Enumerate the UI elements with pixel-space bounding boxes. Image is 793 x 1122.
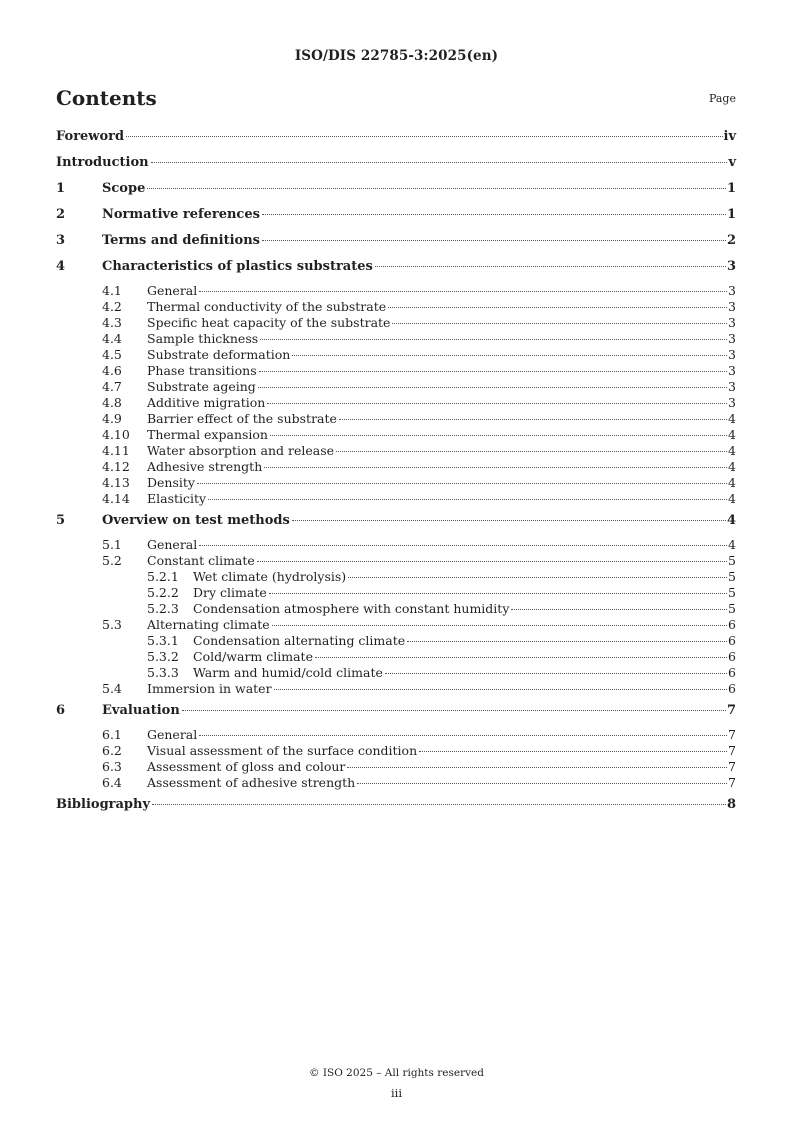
toc-entry[interactable]	[56, 775, 736, 791]
toc-entry-title: Wet climate (hydrolysis)	[193, 569, 347, 584]
toc-entry[interactable]	[56, 569, 736, 585]
toc-entry[interactable]	[56, 727, 736, 743]
toc-entry-page: 8	[726, 797, 736, 812]
toc-entry-title: Bibliography	[56, 797, 151, 812]
toc-entry[interactable]	[56, 207, 736, 231]
document-id: ISO/DIS 22785-3:2025(en)	[294, 48, 499, 64]
dot-leader	[270, 435, 727, 436]
toc-entry-page: 3	[728, 363, 736, 378]
page-title: Contents	[56, 86, 157, 110]
toc-entry-title: General	[147, 727, 198, 742]
toc-entry-title: General	[147, 283, 198, 298]
dot-leader	[257, 561, 727, 562]
toc-entry[interactable]	[56, 513, 736, 537]
dot-leader	[385, 673, 727, 674]
dot-leader	[347, 767, 727, 768]
toc-entry[interactable]	[56, 411, 736, 427]
toc-entry[interactable]	[56, 427, 736, 443]
toc-entry-number: 5.1	[102, 537, 122, 552]
toc-entry-page: 7	[726, 703, 736, 718]
toc-entry-number: 6.3	[102, 759, 122, 774]
toc-entry-number: 5.2	[102, 553, 122, 568]
toc-entry[interactable]	[56, 585, 736, 601]
toc-entry-page: 4	[728, 459, 736, 474]
toc-entry-title: Assessment of gloss and colour	[147, 759, 346, 774]
toc-entry-title: Foreword	[56, 129, 125, 144]
toc-entry-number: 4.14	[102, 491, 130, 506]
toc-entry-number: 5.3.3	[147, 665, 179, 680]
toc-entry-title: Additive migration	[147, 395, 266, 410]
toc-entry-number: 4.3	[102, 315, 122, 330]
toc-entry-page: 6	[728, 617, 736, 632]
dot-leader	[292, 520, 726, 521]
toc-entry[interactable]	[56, 743, 736, 759]
toc-entry-number: 4.13	[102, 475, 130, 490]
toc-entry[interactable]	[56, 703, 736, 727]
dot-leader	[339, 419, 727, 420]
toc-entry-title: Phase transitions	[147, 363, 257, 378]
toc-entry-title: Elasticity	[147, 491, 207, 506]
toc-entry-title: Introduction	[56, 155, 149, 170]
toc-entry-page: 6	[728, 681, 736, 696]
toc-entry-page: 4	[728, 491, 736, 506]
toc-entry-title: Normative references	[102, 207, 260, 222]
dot-leader	[272, 625, 727, 626]
toc-entry-number: 6	[56, 703, 66, 718]
toc-entry[interactable]	[56, 363, 736, 379]
toc-entry[interactable]	[56, 537, 736, 553]
toc-entry-number: 5.3	[102, 617, 122, 632]
dot-leader	[126, 136, 722, 137]
toc-entry[interactable]	[56, 491, 736, 507]
toc-entry[interactable]	[56, 601, 736, 617]
toc-entry[interactable]	[56, 299, 736, 315]
toc-entry-page: iv	[723, 129, 736, 144]
toc-entry-number: 3	[56, 233, 66, 248]
toc-entry-number: 5.3.1	[147, 633, 179, 648]
toc-entry[interactable]	[56, 617, 736, 633]
toc-entry-page: 1	[726, 207, 736, 222]
toc-entry-page: 4	[728, 427, 736, 442]
toc-entry-title: Characteristics of plastics substrates	[102, 259, 373, 274]
toc-entry-page: 4	[726, 513, 736, 528]
toc-entry-title: Thermal conductivity of the substrate	[147, 299, 387, 314]
toc-entry-page: 7	[728, 775, 736, 790]
toc-entry-page: 4	[728, 443, 736, 458]
toc-entry[interactable]	[56, 259, 736, 283]
dot-leader	[182, 710, 726, 711]
toc-entry-number: 5.2.2	[147, 585, 179, 600]
dot-leader	[262, 240, 726, 241]
toc-entry-title: Terms and definitions	[102, 233, 260, 248]
toc-entry-number: 5.2.3	[147, 601, 179, 616]
toc-entry-number: 4.9	[102, 411, 122, 426]
toc-entry-title: Density	[147, 475, 195, 490]
dot-leader	[511, 609, 727, 610]
toc-entry-title: Cold/warm climate	[193, 649, 313, 664]
toc-entry-title: Alternating climate	[147, 617, 270, 632]
toc-entry-page: 6	[728, 665, 736, 680]
dot-leader	[388, 307, 727, 308]
toc-entry-page: 4	[728, 411, 736, 426]
toc-entry[interactable]	[56, 443, 736, 459]
toc-entry[interactable]	[56, 649, 736, 665]
toc-entry[interactable]	[56, 181, 736, 205]
toc-entry[interactable]	[56, 395, 736, 411]
toc-entry[interactable]	[56, 797, 736, 821]
toc-entry[interactable]	[56, 129, 736, 153]
toc-entry-page: v	[728, 155, 736, 170]
toc-entry-title: Overview on test methods	[102, 513, 290, 528]
toc-entry[interactable]	[56, 759, 736, 775]
toc-entry-page: 7	[728, 743, 736, 758]
dot-leader	[348, 577, 727, 578]
toc-entry[interactable]	[56, 315, 736, 331]
dot-leader	[269, 593, 727, 594]
dot-leader	[208, 499, 727, 500]
toc-entry[interactable]	[56, 233, 736, 257]
toc-entry-number: 4.12	[102, 459, 130, 474]
toc-entry-number: 5.2.1	[147, 569, 179, 584]
toc-entry[interactable]	[56, 665, 736, 681]
copyright-notice: © ISO 2025 – All rights reserved	[309, 1067, 484, 1079]
toc-entry-number: 2	[56, 207, 66, 222]
toc-entry[interactable]	[56, 459, 736, 475]
toc-entry-number: 1	[56, 181, 66, 196]
toc-entry-number: 5.3.2	[147, 649, 179, 664]
toc-entry-title: Evaluation	[102, 703, 180, 718]
toc-entry-title: Condensation atmosphere with constant humidity	[193, 601, 510, 616]
toc-entry-title: Visual assessment of the surface condition	[147, 743, 418, 758]
dot-leader	[267, 403, 727, 404]
dot-leader	[199, 291, 727, 292]
dot-leader	[315, 657, 727, 658]
dot-leader	[407, 641, 727, 642]
dot-leader	[392, 323, 727, 324]
toc-entry-title: Sample thickness	[147, 331, 259, 346]
dot-leader	[260, 339, 727, 340]
toc-entry-title: Immersion in water	[147, 681, 272, 696]
toc-entry-title: Scope	[102, 181, 146, 196]
toc-entry-page: 6	[728, 649, 736, 664]
toc-entry-page: 3	[728, 299, 736, 314]
table-of-contents	[56, 129, 736, 821]
dot-leader	[262, 214, 726, 215]
toc-entry-title: Substrate deformation	[147, 347, 291, 362]
toc-entry-number: 4	[56, 259, 66, 274]
dot-leader	[199, 735, 727, 736]
toc-entry-title: Thermal expansion	[147, 427, 268, 442]
dot-leader	[151, 162, 728, 163]
toc-entry-page: 3	[728, 315, 736, 330]
toc-entry[interactable]	[56, 553, 736, 569]
toc-entry[interactable]	[56, 475, 736, 491]
dot-leader	[336, 451, 727, 452]
toc-entry-number: 4.5	[102, 347, 122, 362]
dot-leader	[199, 545, 727, 546]
toc-entry-page: 7	[728, 727, 736, 742]
toc-entry-page: 6	[728, 633, 736, 648]
toc-entry-number: 4.2	[102, 299, 122, 314]
dot-leader	[264, 467, 727, 468]
toc-entry-number: 4.6	[102, 363, 122, 378]
toc-entry-title: Warm and humid/cold climate	[193, 665, 383, 680]
page-number: iii	[390, 1086, 403, 1100]
toc-entry-number: 5	[56, 513, 66, 528]
dot-leader	[274, 689, 727, 690]
toc-entry-title: Specific heat capacity of the substrate	[147, 315, 391, 330]
toc-entry-page: 5	[728, 585, 736, 600]
toc-entry-title: Barrier effect of the substrate	[147, 411, 337, 426]
toc-entry-page: 3	[728, 347, 736, 362]
toc-entry-number: 4.7	[102, 379, 122, 394]
toc-entry-page: 4	[728, 475, 736, 490]
toc-entry-number: 4.10	[102, 427, 130, 442]
toc-entry-page: 4	[728, 537, 736, 552]
toc-entry-title: Condensation alternating climate	[193, 633, 406, 648]
toc-entry-number: 4.4	[102, 331, 122, 346]
toc-entry-page: 3	[728, 395, 736, 410]
toc-entry-page: 5	[728, 601, 736, 616]
page-column-label: Page	[708, 92, 736, 105]
toc-entry[interactable]	[56, 283, 736, 299]
toc-entry-number: 5.4	[102, 681, 122, 696]
toc-entry-page: 2	[726, 233, 736, 248]
dot-leader	[258, 387, 727, 388]
toc-entry[interactable]	[56, 347, 736, 363]
dot-leader	[292, 355, 727, 356]
toc-entry-title: Dry climate	[193, 585, 267, 600]
toc-entry-number: 6.4	[102, 775, 122, 790]
toc-entry-title: Assessment of adhesive strength	[147, 775, 356, 790]
dot-leader	[419, 751, 727, 752]
toc-entry-page: 3	[728, 331, 736, 346]
toc-entry-page: 3	[728, 379, 736, 394]
toc-entry-page: 7	[728, 759, 736, 774]
dot-leader	[357, 783, 727, 784]
toc-entry-number: 4.11	[102, 443, 130, 458]
toc-entry-number: 6.1	[102, 727, 122, 742]
toc-entry-page: 5	[728, 553, 736, 568]
dot-leader	[152, 804, 726, 805]
toc-entry-page: 1	[726, 181, 736, 196]
toc-entry-number: 4.1	[102, 283, 122, 298]
toc-entry[interactable]	[56, 331, 736, 347]
toc-entry-title: General	[147, 537, 198, 552]
toc-entry[interactable]	[56, 379, 736, 395]
toc-entry-page: 3	[726, 259, 736, 274]
toc-entry[interactable]	[56, 633, 736, 649]
toc-entry-title: Substrate ageing	[147, 379, 256, 394]
dot-leader	[375, 266, 726, 267]
dot-leader	[259, 371, 727, 372]
dot-leader	[147, 188, 726, 189]
toc-entry-title: Water absorption and release	[147, 443, 335, 458]
dot-leader	[197, 483, 727, 484]
toc-entry[interactable]	[56, 681, 736, 697]
toc-entry-page: 5	[728, 569, 736, 584]
toc-entry[interactable]	[56, 155, 736, 179]
toc-entry-title: Adhesive strength	[147, 459, 263, 474]
toc-entry-page: 3	[728, 283, 736, 298]
toc-entry-number: 6.2	[102, 743, 122, 758]
toc-entry-number: 4.8	[102, 395, 122, 410]
toc-entry-title: Constant climate	[147, 553, 255, 568]
